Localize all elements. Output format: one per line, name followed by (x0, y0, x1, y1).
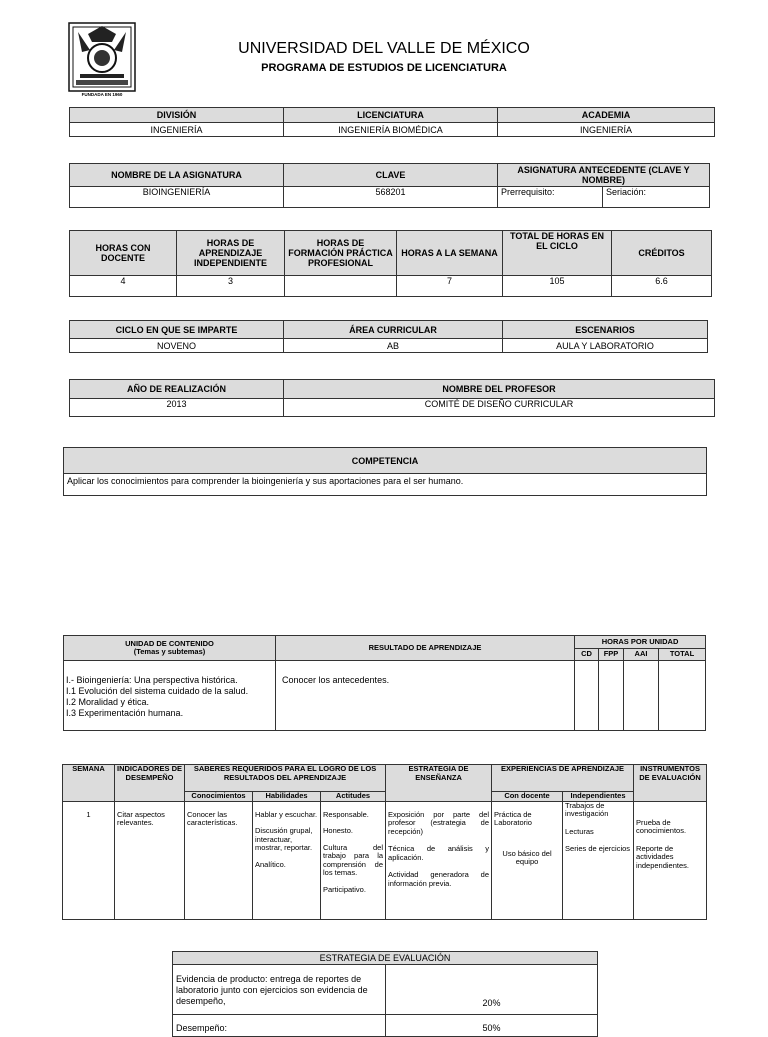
ciclo-header: CICLO EN QUE SE IMPARTE (70, 321, 284, 339)
evaluacion-item: Desempeño: (173, 1015, 386, 1037)
aai-header: AAI (624, 649, 659, 661)
evaluacion-header: ESTRATEGIA DE EVALUACIÓN (173, 952, 598, 965)
estrategia-item: Actividad generadora de información previa. (388, 870, 490, 888)
competencia-value: Aplicar los conocimientos para comprender la bioingeniería y sus aportaciones para el ser humano. (64, 474, 707, 496)
creditos-value: 6.6 (612, 276, 712, 297)
profesor-header: NOMBRE DEL PROFESOR (284, 380, 715, 399)
seriacion-label: Seriación: (603, 187, 710, 208)
academia-value: INGENIERÍA (498, 123, 715, 137)
conocimientos-cell: Conocer las características. (185, 801, 253, 919)
independiente-item: Series de ejercicios (565, 844, 631, 853)
cd-header: CD (575, 649, 599, 661)
area-header: ÁREA CURRICULAR (284, 321, 503, 339)
clave-header: CLAVE (284, 164, 498, 187)
fpp-header: FPP (599, 649, 624, 661)
profesor-value: COMITÉ DE DISEÑO CURRICULAR (284, 399, 715, 417)
logo-caption: FUNDADA EN 1960 (81, 92, 123, 97)
actitud-item: Honesto. (323, 826, 354, 835)
division-value: INGENIERÍA (70, 123, 284, 137)
ciclo-table (69, 320, 708, 353)
independiente-item: Trabajos de investigación (565, 800, 609, 818)
horas-docente-header: HORAS CON DOCENTE (70, 231, 177, 276)
total-cell (659, 661, 706, 731)
competencia-table (63, 447, 707, 496)
actitudes-header: Actitudes (321, 792, 386, 802)
indicadores-header: INDICADORES DE DESEMPEÑO (115, 765, 185, 802)
horas-fpp-header: HORAS DE FORMACIÓN PRÁCTICA PROFESIONAL (285, 231, 397, 276)
evaluacion-pct: 50% (386, 1015, 598, 1037)
independientes-cell (563, 801, 634, 919)
division-table (69, 107, 715, 137)
habilidades-cell (253, 801, 321, 919)
horas-table (69, 230, 712, 297)
docente-cell (492, 801, 563, 919)
experiencias-header: EXPERIENCIAS DE APRENDIZAJE (492, 765, 634, 792)
asignatura-value: BIOINGENIERÍA (70, 187, 284, 208)
tema-item: I.1 Evolución del sistema cuidado de la salud. (66, 686, 249, 696)
resultado-cell: Conocer los antecedentes. (276, 661, 575, 731)
estrategia-header: ESTRATEGIA DE ENSEÑANZA (386, 765, 492, 802)
habilidades-header: Habilidades (253, 792, 321, 802)
docente-item: Uso básico del equipo (502, 848, 552, 866)
prerrequisito-label: Prerrequisito: (498, 187, 603, 208)
profesor-table (69, 379, 715, 417)
unidad-table (63, 635, 706, 731)
actitudes-cell (321, 801, 386, 919)
tema-item: I.3 Experimentación humana. (66, 708, 184, 718)
estrategia-item: Técnica de análisis y aplicación. (388, 844, 490, 862)
semana-table (62, 764, 707, 920)
horas-semana-value: 7 (397, 276, 503, 297)
competencia-header: COMPETENCIA (64, 448, 707, 474)
estrategia-cell (386, 801, 492, 919)
tema-item: I.- Bioingeniería: Una perspectiva histórica. (66, 675, 238, 685)
asignatura-header: NOMBRE DE LA ASIGNATURA (70, 164, 284, 187)
resultado-header: RESULTADO DE APRENDIZAJE (276, 636, 575, 661)
horas-independiente-value: 3 (177, 276, 285, 297)
evaluacion-pct: 20% (386, 965, 598, 1015)
unidad-header-title: UNIDAD DE CONTENIDO (125, 638, 214, 648)
evaluacion-item: Evidencia de producto: entrega de reportes de laboratorio junto con ejercicios son evidencia de desempeño, (173, 965, 386, 1015)
aai-cell (624, 661, 659, 731)
horas-semana-header: HORAS A LA SEMANA (397, 231, 503, 276)
university-logo (68, 22, 136, 100)
horas-docente-value: 4 (70, 276, 177, 297)
docente-header: Con docente (492, 792, 563, 802)
escenarios-header: ESCENARIOS (503, 321, 708, 339)
conocimientos-header: Conocimientos (185, 792, 253, 802)
independiente-item: Lecturas (565, 826, 594, 836)
actitud-item: Participativo. (323, 884, 366, 894)
horas-independiente-header: HORAS DE APRENDIZAJE INDEPENDIENTE (177, 231, 285, 276)
clave-value: 568201 (284, 187, 498, 208)
antecedente-header: ASIGNATURA ANTECEDENTE (CLAVE Y NOMBRE) (498, 164, 710, 187)
ciclo-value: NOVENO (70, 339, 284, 353)
unidad-header (64, 636, 276, 661)
actitud-item: Cultura del trabajo para la comprensión de los temas. (323, 842, 384, 877)
total-horas-header: TOTAL DE HORAS EN EL CICLO (503, 231, 612, 276)
total-header: TOTAL (659, 649, 706, 661)
independientes-header: Independientes (563, 792, 634, 802)
university-title: UNIVERSIDAD DEL VALLE DE MÉXICO (238, 40, 530, 57)
instrumento-item: Prueba de conocimientos. (636, 817, 687, 835)
creditos-header: CRÉDITOS (612, 231, 712, 276)
academia-header: ACADEMIA (498, 108, 715, 123)
indicadores-cell: Citar aspectos relevantes. (115, 801, 185, 919)
instrumento-item: Reporte de actividades independientes. (636, 843, 689, 870)
asignatura-table (69, 163, 710, 208)
instrumentos-cell (634, 801, 707, 919)
estrategia-item: Exposición por parte del profesor (estrategia de recepción) (388, 809, 490, 836)
actitud-item: Responsable. (323, 809, 369, 819)
semana-num: 1 (63, 801, 115, 919)
habilidad-item: Analítico. (255, 859, 286, 869)
licenciatura-header: LICENCIATURA (284, 108, 498, 123)
docente-item: Práctica de Laboratorio (494, 809, 532, 827)
horas-unidad-header: HORAS POR UNIDAD (575, 636, 706, 649)
instrumentos-header: INSTRUMENTOS DE EVALUACIÓN (634, 765, 707, 802)
fpp-cell (599, 661, 624, 731)
habilidad-item: Hablar y escuchar. (255, 809, 318, 819)
cd-cell (575, 661, 599, 731)
program-title: PROGRAMA DE ESTUDIOS DE LICENCIATURA (261, 62, 507, 74)
temas-cell (64, 661, 276, 731)
saberes-header: SABERES REQUERIDOS PARA EL LOGRO DE LOS RESULTADOS DEL APRENDIZAJE (185, 765, 386, 792)
anio-value: 2013 (70, 399, 284, 417)
unidad-header-subtitle: (Temas y subtemas) (133, 647, 206, 656)
escenarios-value: AULA Y LABORATORIO (503, 339, 708, 353)
anio-header: AÑO DE REALIZACIÓN (70, 380, 284, 399)
tema-item: I.2 Moralidad y ética. (66, 697, 150, 707)
semana-header: SEMANA (63, 765, 115, 802)
division-header: DIVISIÓN (70, 108, 284, 123)
horas-fpp-value (285, 276, 397, 297)
habilidad-item: Discusión grupal, interactuar, mostrar, reportar. (255, 826, 313, 852)
evaluacion-table (172, 951, 598, 1037)
area-value: AB (284, 339, 503, 353)
total-horas-value: 105 (503, 276, 612, 297)
licenciatura-value: INGENIERÍA BIOMÉDICA (284, 123, 498, 137)
